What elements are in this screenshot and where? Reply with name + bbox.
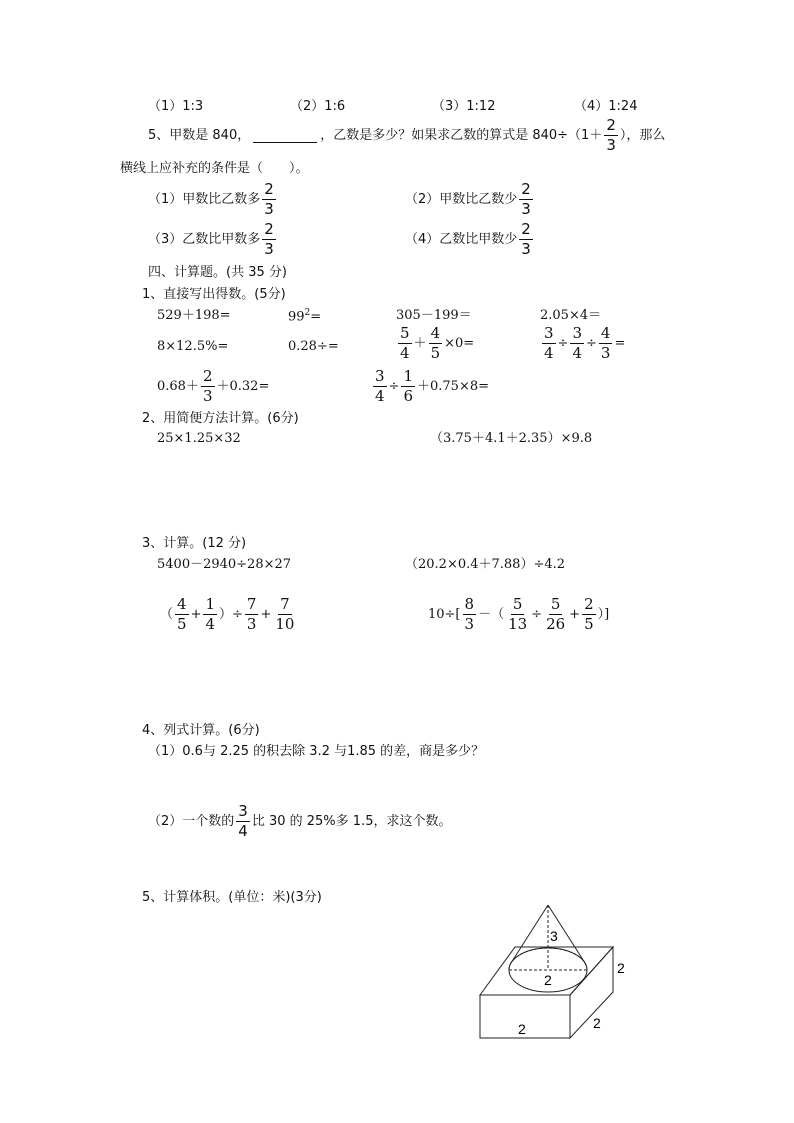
p1-r3c2 [371, 369, 489, 404]
prefix: 0.68＋ [157, 379, 199, 394]
p4-item-1: （1）0.6与 2.25 的积去除 3.2 与1.85 的差，商是多少？ [148, 744, 485, 759]
operator: + [190, 607, 202, 622]
frac-num: 4 [600, 324, 611, 342]
prev-option-2: （2）1:6 [290, 99, 346, 114]
option-label: （4）乙数比甲数少 [405, 232, 518, 247]
frac-num: 3 [238, 802, 248, 820]
operator: ÷ [388, 379, 400, 394]
p2-item-2: （3.75＋4.1＋2.35）×9.8 [430, 431, 593, 446]
frac-den: 3 [521, 200, 531, 218]
q5-option-4 [405, 222, 535, 257]
fraction [245, 597, 259, 632]
fraction [542, 326, 556, 361]
frac-num: 2 [584, 595, 594, 613]
q5-suffix: ），那么 [619, 128, 666, 143]
box-length-label: 2 [518, 1021, 526, 1037]
p1-r1c3: 305－199＝ [396, 308, 472, 323]
frac-den: 5 [430, 344, 441, 362]
prefix: （2）一个数的 [148, 814, 235, 829]
fraction [203, 597, 217, 632]
middle: －（ [478, 607, 505, 622]
suffix: 比 30 的 25%多 1.5，求这个数。 [251, 814, 452, 829]
frac-den: 3 [264, 200, 274, 218]
option-label: （1）甲数比乙数多 [148, 192, 261, 207]
p1-r2c2: 0.28÷= [288, 339, 339, 354]
frac-den: 3 [600, 344, 611, 362]
frac-num: 2 [264, 180, 274, 198]
volume-figure [470, 900, 640, 1050]
p2-item-1: 25×1.25×32 [157, 431, 241, 446]
operator: ÷ [531, 607, 543, 622]
q5-prefix: 5、甲数是 840， [148, 128, 251, 143]
frac-num: 1 [205, 595, 216, 613]
prev-option-3: （3）1:12 [432, 99, 496, 114]
close: ）] [597, 607, 610, 622]
frac-den: 5 [584, 615, 594, 633]
part-2-title: 2、用简便方法计算。(6分) [142, 411, 299, 426]
question-5-line2: 横线上应补充的条件是（ ）。 [120, 161, 309, 176]
tail: ＋0.32= [216, 379, 270, 394]
p4-item-2 [148, 804, 451, 839]
frac-den: 3 [264, 240, 274, 258]
fraction [599, 326, 613, 361]
close-paren: ）÷ [219, 607, 243, 622]
q5-option-2 [405, 182, 535, 217]
operator: + [260, 607, 272, 622]
frac-num: 3 [544, 324, 554, 342]
equals: = [310, 309, 322, 325]
p1-r1c2 [288, 309, 321, 323]
frac-den: 5 [177, 615, 187, 633]
section-4-title: 四、计算题。(共 35 分) [148, 265, 287, 280]
frac-num: 7 [246, 595, 257, 613]
p3-item-3 [160, 597, 298, 632]
frac-den: 4 [238, 822, 248, 840]
cone-diameter-label: 2 [544, 972, 552, 988]
cone-height-label: 3 [550, 928, 558, 944]
operator: ÷ [586, 336, 597, 351]
p1-r1c4: 2.05×4＝ [540, 308, 602, 323]
question-5-line1 [148, 118, 665, 153]
prev-option-4: （4）1:24 [574, 99, 638, 114]
part-1-title: 1、直接写出得数。(5分) [142, 287, 286, 302]
part-4-title: 4、列式计算。(6分) [142, 723, 260, 738]
p3-item-1: 5400－2940÷28×27 [157, 557, 292, 572]
frac-num: 4 [177, 595, 187, 613]
p1-r1c1: 529＋198= [157, 308, 231, 323]
frac-den: 3 [246, 615, 257, 633]
box-width-label: 2 [593, 1015, 601, 1031]
frac-num: 5 [550, 595, 561, 613]
frac-den: 6 [403, 387, 413, 405]
p1-r2c1: 8×12.5%= [157, 339, 229, 354]
frac-num: 2 [606, 116, 616, 134]
frac-den: 3 [464, 615, 475, 633]
frac-num: 2 [202, 367, 213, 385]
prev-option-1: （1）1:3 [148, 99, 204, 114]
frac-num: 5 [400, 324, 410, 342]
p3-item-4 [428, 597, 609, 632]
tail: ＋0.75×8= [417, 379, 490, 394]
q5-middle: ，乙数是多少？如果求乙数的算式是 840÷（1＋ [320, 128, 603, 143]
fraction [506, 597, 529, 632]
frac-den: 3 [521, 240, 531, 258]
q5-fraction [604, 118, 618, 153]
p3-item-2: （20.2×0.4＋7.88）÷4.2 [405, 557, 566, 572]
frac-den: 3 [606, 136, 616, 154]
exponent: 2 [304, 308, 311, 318]
q5-answer-blank[interactable] [253, 129, 317, 143]
option-fraction [262, 182, 276, 217]
fraction [398, 326, 412, 361]
option-label: （3）乙数比甲数多 [148, 232, 261, 247]
open-paren: （ [160, 607, 174, 622]
tail: ×0= [444, 336, 475, 351]
fraction [273, 597, 296, 632]
fraction [463, 597, 477, 632]
p1-r2c4 [540, 326, 625, 361]
fraction [201, 369, 215, 404]
option-fraction [262, 222, 276, 257]
frac-num: 3 [572, 324, 582, 342]
p1-r2c3 [396, 326, 474, 361]
option-fraction [519, 222, 533, 257]
box-height-label: 2 [617, 960, 625, 976]
prefix: 10÷[ [428, 607, 461, 622]
frac-den: 3 [202, 387, 213, 405]
frac-num: 2 [264, 220, 274, 238]
frac-den: 4 [572, 344, 582, 362]
option-fraction [519, 182, 533, 217]
frac-num: 8 [464, 595, 475, 613]
operator: ÷ [557, 336, 569, 351]
frac-num: 5 [512, 595, 523, 613]
tail: = [614, 336, 626, 351]
frac-den: 4 [205, 615, 216, 633]
frac-num: 3 [375, 367, 385, 385]
frac-den: 4 [544, 344, 554, 362]
fraction [236, 804, 250, 839]
fraction [582, 597, 596, 632]
q5-option-3 [148, 222, 278, 257]
frac-num: 1 [403, 367, 413, 385]
part-3-title: 3、计算。(12 分) [142, 536, 247, 551]
frac-den: 10 [275, 615, 295, 633]
operator: ＋ [413, 336, 427, 351]
q5-option-1 [148, 182, 278, 217]
fraction [175, 597, 189, 632]
frac-num: 2 [521, 220, 531, 238]
part-5-title: 5、计算体积。(单位：米)(3分) [142, 890, 322, 905]
frac-den: 13 [508, 615, 528, 633]
fraction [401, 369, 415, 404]
fraction [429, 326, 443, 361]
frac-num: 2 [521, 180, 531, 198]
frac-num: 4 [430, 324, 441, 342]
frac-num: 7 [280, 595, 290, 613]
base: 99 [288, 309, 305, 325]
frac-den: 4 [400, 344, 410, 362]
fraction [544, 597, 567, 632]
option-label: （2）甲数比乙数少 [405, 192, 518, 207]
fraction [373, 369, 387, 404]
frac-den: 26 [546, 615, 566, 633]
operator: + [569, 607, 581, 622]
p1-r3c1 [157, 369, 269, 404]
frac-den: 4 [375, 387, 385, 405]
fraction [570, 326, 584, 361]
